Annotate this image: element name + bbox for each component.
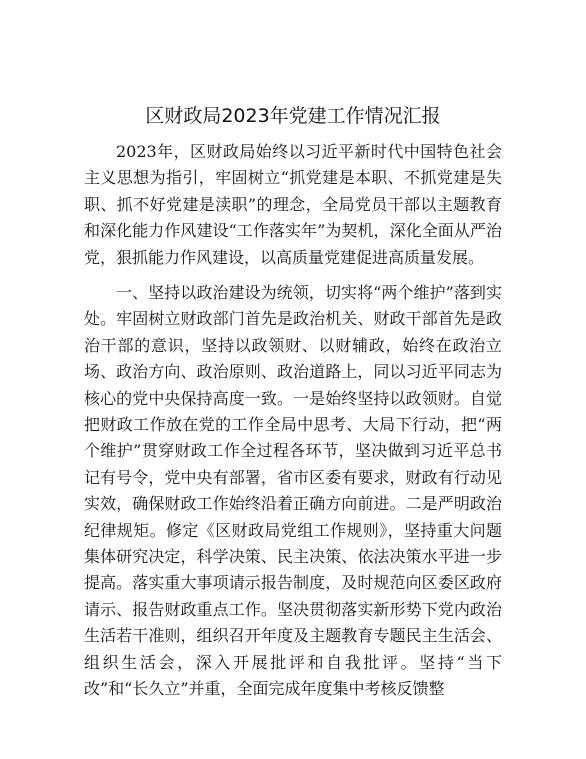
- intro-paragraph: 2023年，区财政局始终以习近平新时代中国特色社会主义思想为指引，牢固树立“抓党建是本职、不抓党建是失职、抓不好党建是渎职”的理念，全局党员干部以主题教育和深化能力作风建设“工作落实年”为契机，深化全面从严治党，狠抓能力作风建设，以高质量党建促进高质量发展。: [84, 142, 502, 267]
- section-one-paragraph: 一、坚持以政治建设为统领，切实将“两个维护”落到实处。牢固树立财政部门首先是政治机关、财政干部首先是政治干部的意识，坚持以政领财、以财辅政，始终在政治立场、政治方向、政治原则、政治道路上，同以习近平同志为核心的党中央保持高度一致。一是始终坚持以政领财。自觉把财政工作放在党的工作全局中思考、大局下行动，把“两个维护”贯穿财政工作全过程各环节，坚决做到习近平总书记有号令，党中央有部署，省市区委有要求，财政有行动见实效，确保财政工作始终沿着正确方向前进。二是严明政治纪律规矩。修定《区财政局党组工作规则》，坚持重大问题集体研究决定，科学决策、民主决策、依法决策水平进一步提高。落实重大事项请示报告制度，及时规范向区委区政府请示、报告财政重点工作。坚决贯彻落实新形势下党内政治生活若干准则，组织召开年度及主题教育专题民主生活会、组织生活会，深入开展批评和自我批评。坚持“当下改”和“长久立”并重，全面完成年度集中考核反馈整: [84, 283, 502, 699]
- document-title: 区财政局2023年党建工作情况汇报: [145, 105, 441, 127]
